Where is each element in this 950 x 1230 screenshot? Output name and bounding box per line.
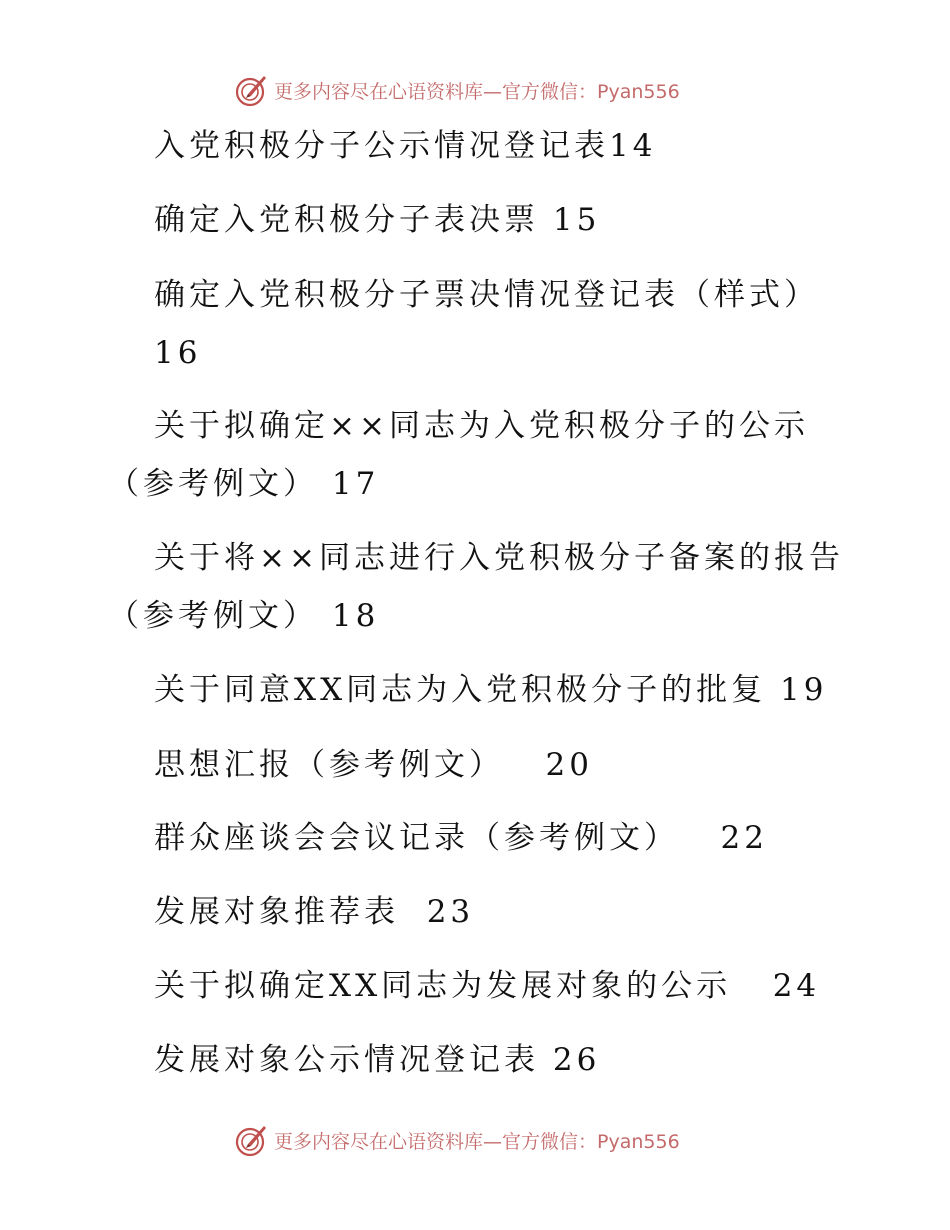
- toc-entry-text: 关于拟确定XX同志为发展对象的公示 24: [154, 968, 821, 1004]
- toc-entry: [154, 1040, 600, 1080]
- toc-entry: [154, 275, 819, 315]
- quill-logo-icon: [234, 1122, 270, 1158]
- toc-entry: [154, 538, 844, 578]
- watermark-brand: 更多内容尽在心语资料库: [274, 80, 484, 103]
- watermark-footer: [234, 1120, 680, 1160]
- toc-entry: [154, 892, 474, 932]
- toc-entry-text: 确定入党积极分子表决票 15: [154, 202, 601, 238]
- watermark-text: [274, 1127, 680, 1154]
- toc-entry-text: 发展对象公示情况登记表 26: [154, 1042, 601, 1078]
- toc-entry-text: 关于同意XX同志为入党积极分子的批复 19: [154, 672, 828, 708]
- toc-entry-text: （参考例文） 17: [108, 466, 380, 502]
- watermark-wechat-label: 官方微信：: [502, 1130, 598, 1153]
- toc-entry-text: 入党积极分子公示情况登记表14: [154, 128, 657, 164]
- toc-entry-page-number: 16: [154, 335, 202, 371]
- toc-entry-text: 思想汇报（参考例文） 20: [154, 747, 594, 783]
- toc-entry: [154, 200, 600, 240]
- toc-entry-text: 群众座谈会会议记录（参考例文） 22: [154, 820, 769, 856]
- watermark-dash: —: [483, 80, 503, 103]
- toc-entry: [154, 966, 820, 1006]
- watermark-dash: —: [483, 1130, 503, 1153]
- toc-entry: [154, 126, 656, 166]
- toc-entry-continuation: [108, 464, 379, 504]
- toc-entry-text: 关于将××同志进行入党积极分子备案的报告: [154, 540, 844, 576]
- toc-entry-text: 关于拟确定××同志为入党积极分子的公示: [154, 408, 809, 444]
- toc-entry-text: 确定入党积极分子票决情况登记表（样式）: [154, 277, 819, 313]
- toc-entry-continuation: [108, 596, 379, 636]
- watermark-wechat-label: 官方微信：: [502, 80, 598, 103]
- watermark-wechat-id: Pyan556: [597, 80, 680, 103]
- watermark-wechat-id: Pyan556: [597, 1130, 680, 1153]
- toc-entry-continuation: [154, 333, 201, 373]
- toc-entry-text: （参考例文） 18: [108, 598, 380, 634]
- toc-entry: [154, 745, 593, 785]
- toc-entry: [154, 670, 827, 710]
- watermark-brand: 更多内容尽在心语资料库: [274, 1130, 484, 1153]
- toc-entry: [154, 818, 768, 858]
- toc-entry: [154, 406, 809, 446]
- toc-entry-text: 发展对象推荐表 23: [154, 894, 475, 930]
